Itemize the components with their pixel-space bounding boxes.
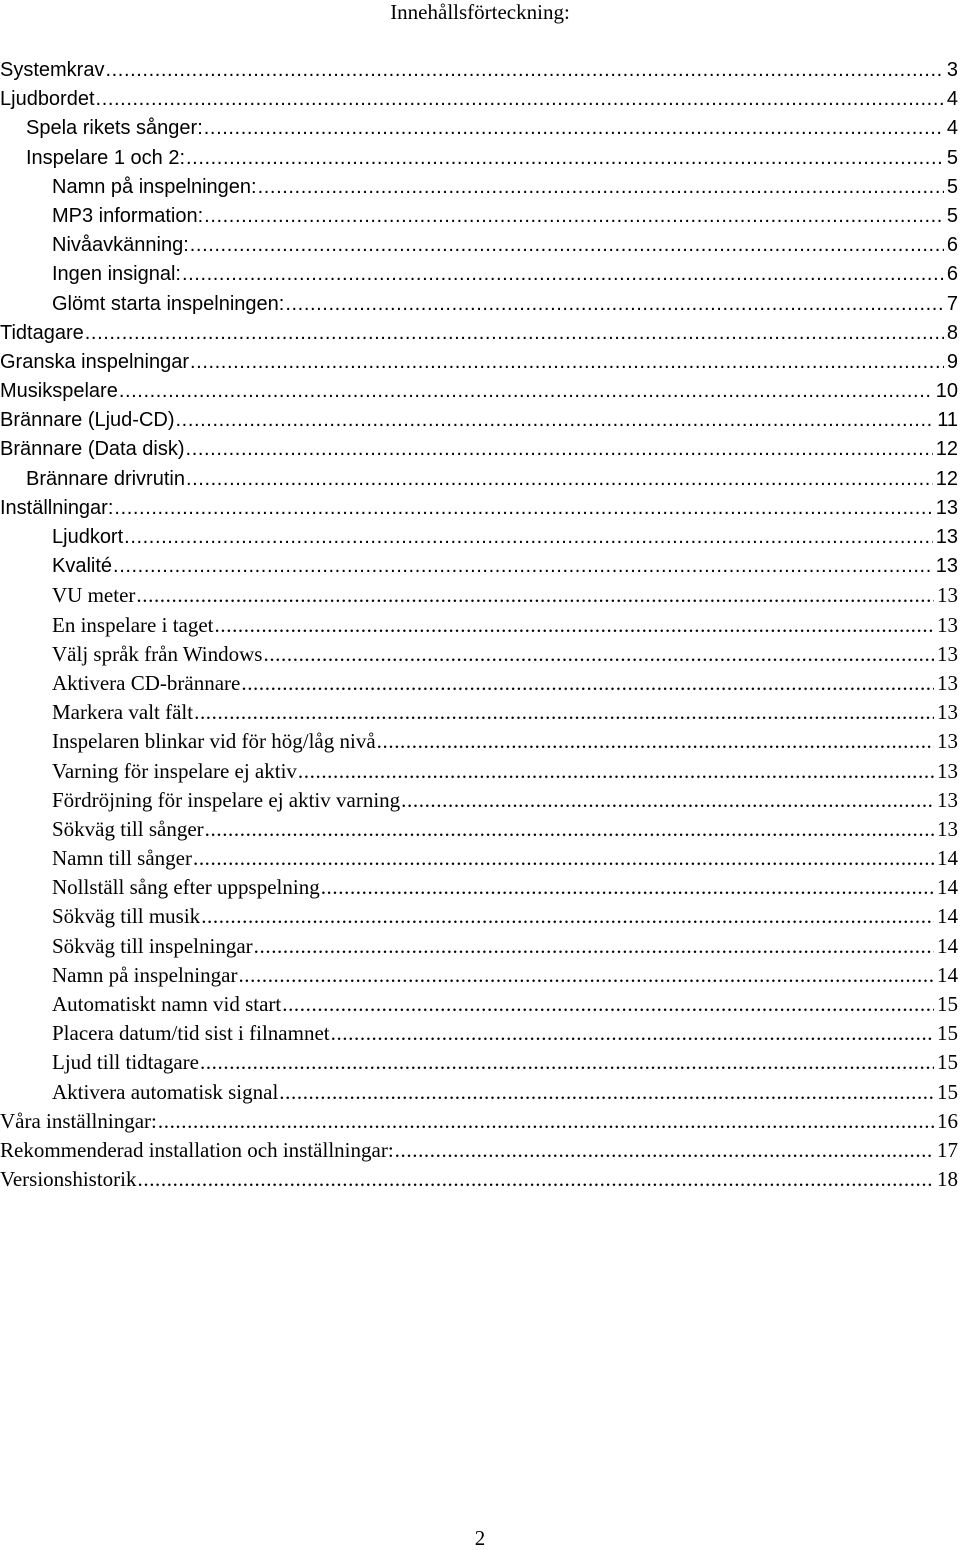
toc-entry-page: 4 [946, 88, 958, 111]
toc-entry-label: Namn på inspelningar [52, 962, 238, 987]
toc-entry-label: Brännare (Ljud-CD) [0, 409, 175, 432]
toc-entry[interactable] [0, 932, 960, 961]
toc-entry[interactable] [0, 990, 960, 1019]
toc-entry-label: Kvalité [52, 555, 113, 578]
toc-dot-leader [395, 1136, 934, 1165]
toc-entry-page: 15 [937, 1050, 958, 1075]
toc-dot-leader [138, 1165, 935, 1194]
toc-entry-page: 14 [937, 904, 958, 929]
toc-entry-label: Sökväg till musik [52, 904, 201, 929]
toc-entry-page: 15 [937, 1021, 958, 1046]
toc-entry-page: 7 [946, 292, 958, 315]
toc-entry[interactable] [0, 844, 960, 873]
toc-dot-leader [321, 873, 934, 902]
toc-entry-label: Brännare (Data disk) [0, 438, 185, 461]
toc-entry[interactable] [0, 1165, 960, 1194]
toc-entry[interactable] [0, 494, 960, 523]
toc-dot-leader [186, 435, 933, 464]
toc-dot-leader [279, 1078, 934, 1107]
toc-dot-leader [205, 815, 934, 844]
toc-entry[interactable] [0, 611, 960, 640]
toc-entry-page: 13 [937, 816, 958, 841]
toc-entry-label: Tidtagare [0, 321, 84, 344]
toc-entry-label: Inställningar: [0, 496, 114, 519]
toc-entry-page: 14 [937, 933, 958, 958]
toc-entry-page: 5 [946, 175, 958, 198]
toc-entry[interactable] [0, 698, 960, 727]
toc-dot-leader [401, 786, 934, 815]
toc-entry-label: Placera datum/tid sist i filnamnet [52, 1021, 330, 1046]
toc-entry[interactable] [0, 786, 960, 815]
toc-entry[interactable] [0, 961, 960, 990]
toc-entry-label: Nollställ sång efter uppspelning [52, 875, 320, 900]
toc-dot-leader [331, 1019, 934, 1048]
toc-dot-leader [298, 757, 934, 786]
toc-entry-page: 17 [937, 1137, 958, 1162]
toc-entry[interactable] [0, 435, 960, 464]
toc-entry-page: 15 [937, 1079, 958, 1104]
toc-entry-label: Systemkrav [0, 59, 105, 81]
page-number: 2 [474, 1526, 486, 1550]
toc-dot-leader [200, 1048, 934, 1077]
toc-dot-leader [158, 1107, 934, 1136]
toc-dot-leader [215, 611, 934, 640]
toc-entry[interactable] [0, 1048, 960, 1077]
toc-entry[interactable] [0, 202, 960, 231]
toc-entry[interactable] [0, 669, 960, 698]
toc-entry-label: Granska inspelningar [0, 350, 189, 373]
toc-entry[interactable] [0, 815, 960, 844]
toc-entry[interactable] [0, 56, 960, 85]
toc-entry[interactable] [0, 348, 960, 377]
toc-entry-label: Musikspelare [0, 380, 118, 403]
toc-dot-leader [182, 260, 944, 289]
toc-dot-leader [201, 902, 934, 931]
toc-entry[interactable] [0, 523, 960, 552]
toc-entry-label: Inspelaren blinkar vid för hög/låg nivå [52, 729, 376, 754]
toc-entry-label: Ljud till tidtagare [52, 1050, 199, 1075]
toc-entry-label: Sökväg till inspelningar [52, 933, 253, 958]
toc-entry-page: 13 [935, 526, 958, 548]
toc-entry-label: Aktivera automatisk signal [52, 1079, 279, 1104]
toc-entry-label: Brännare drivrutin [26, 467, 185, 490]
toc-entry-label: Rekommenderad installation och inställningar: [0, 1137, 394, 1162]
toc-entry[interactable] [0, 290, 960, 319]
toc-dot-leader [258, 173, 944, 202]
toc-entry-page: 14 [937, 962, 958, 987]
toc-entry[interactable] [0, 581, 960, 610]
toc-entry-page: 6 [946, 234, 958, 257]
toc-entry-label: Nivåavkänning: [52, 234, 189, 257]
toc-entry-page: 11 [937, 409, 958, 432]
toc-title: Innehållsförteckning: [390, 0, 570, 24]
toc-entry-page: 4 [946, 117, 958, 140]
toc-entry[interactable] [0, 1107, 960, 1136]
toc-dot-leader [285, 290, 944, 319]
toc-dot-leader [176, 406, 935, 435]
toc-entry-label: Glömt starta inspelningen: [52, 292, 285, 315]
toc-entry-label: Spela rikets sånger: [26, 117, 203, 140]
toc-entry-page: 8 [946, 321, 958, 344]
toc-entry-label: Aktivera CD-brännare [52, 670, 241, 695]
toc-dot-leader [193, 844, 934, 873]
toc-entry-page: 13 [937, 670, 958, 695]
toc-entry-page: 13 [935, 496, 958, 519]
toc-entry[interactable] [0, 1078, 960, 1107]
toc-entry-page: 14 [937, 846, 958, 871]
toc-dot-leader [124, 523, 933, 552]
toc-entry-label: Ljudkort [52, 526, 124, 548]
toc-entry[interactable] [0, 85, 960, 114]
toc-entry[interactable] [0, 319, 960, 348]
toc-dot-leader [282, 990, 934, 1019]
toc-entry[interactable] [0, 406, 960, 435]
toc-entry[interactable] [0, 640, 960, 669]
toc-entry-page: 13 [935, 555, 958, 578]
toc-dot-leader [204, 202, 944, 231]
table-of-contents [0, 56, 960, 1194]
toc-entry-page: 13 [937, 758, 958, 783]
toc-entry-page: 3 [946, 59, 958, 81]
toc-entry-page: 13 [937, 583, 958, 608]
toc-entry-label: Våra inställningar: [0, 1108, 157, 1133]
toc-entry-label: Namn till sånger [52, 846, 192, 871]
toc-entry[interactable] [0, 757, 960, 786]
toc-dot-leader [190, 231, 944, 260]
toc-entry-page: 10 [935, 380, 958, 403]
toc-entry-label: Automatiskt namn vid start [52, 992, 282, 1016]
toc-dot-leader [186, 465, 933, 494]
toc-entry[interactable] [0, 1019, 960, 1048]
toc-entry[interactable] [0, 173, 960, 202]
toc-entry-page: 14 [937, 875, 958, 900]
toc-entry-label: Fördröjning för inspelare ej aktiv varning [52, 787, 401, 812]
toc-entry-page: 5 [946, 146, 958, 169]
toc-entry-label: Varning för inspelare ej aktiv [52, 758, 297, 783]
toc-dot-leader [85, 319, 944, 348]
toc-entry-page: 13 [937, 641, 958, 666]
toc-entry-label: Sökväg till sånger [52, 816, 204, 841]
toc-entry-page: 16 [937, 1108, 958, 1133]
toc-dot-leader [190, 348, 944, 377]
toc-entry-page: 13 [937, 729, 958, 754]
toc-entry[interactable] [0, 902, 960, 931]
toc-entry-page: 12 [935, 467, 958, 490]
toc-entry-page: 13 [937, 787, 958, 812]
toc-entry-label: Välj språk från Windows [52, 641, 263, 666]
toc-dot-leader [263, 640, 934, 669]
toc-entry-label: VU meter [52, 583, 136, 608]
toc-dot-leader [105, 56, 943, 85]
toc-dot-leader [114, 494, 932, 523]
toc-entry[interactable] [0, 727, 960, 756]
toc-entry-page: 15 [937, 992, 958, 1016]
toc-entry-label: Markera valt fält [52, 700, 194, 725]
toc-dot-leader [254, 932, 934, 961]
toc-entry-page: 13 [937, 612, 958, 637]
toc-entry[interactable] [0, 377, 960, 406]
toc-dot-leader [241, 669, 934, 698]
toc-entry[interactable] [0, 873, 960, 902]
toc-entry-label: Versionshistorik [0, 1167, 137, 1192]
toc-dot-leader [96, 85, 944, 114]
toc-entry[interactable] [0, 1136, 960, 1165]
toc-entry-page: 18 [937, 1167, 958, 1192]
toc-entry[interactable] [0, 114, 960, 143]
toc-dot-leader [377, 727, 934, 756]
toc-entry-label: En inspelare i taget [52, 612, 214, 637]
toc-dot-leader [136, 581, 934, 610]
toc-dot-leader [238, 961, 934, 990]
toc-entry[interactable] [0, 260, 960, 289]
toc-entry-page: 9 [946, 350, 958, 373]
toc-dot-leader [113, 552, 933, 581]
toc-entry[interactable] [0, 231, 960, 260]
toc-dot-leader [194, 698, 934, 727]
toc-entry-label: Inspelare 1 och 2: [26, 146, 185, 169]
toc-entry-label: MP3 information: [52, 204, 204, 227]
toc-dot-leader [204, 114, 944, 143]
toc-entry-page: 6 [946, 263, 958, 286]
toc-entry-page: 12 [935, 438, 958, 461]
toc-dot-leader [186, 144, 944, 173]
toc-entry-page: 5 [946, 204, 958, 227]
toc-entry-page: 13 [937, 700, 958, 725]
toc-entry[interactable] [0, 465, 960, 494]
toc-entry-label: Ingen insignal: [52, 263, 181, 286]
toc-entry[interactable] [0, 552, 960, 581]
toc-entry[interactable] [0, 144, 960, 173]
toc-dot-leader [119, 377, 933, 406]
toc-entry-label: Ljudbordet [0, 88, 95, 111]
toc-entry-label: Namn på inspelningen: [52, 175, 257, 198]
